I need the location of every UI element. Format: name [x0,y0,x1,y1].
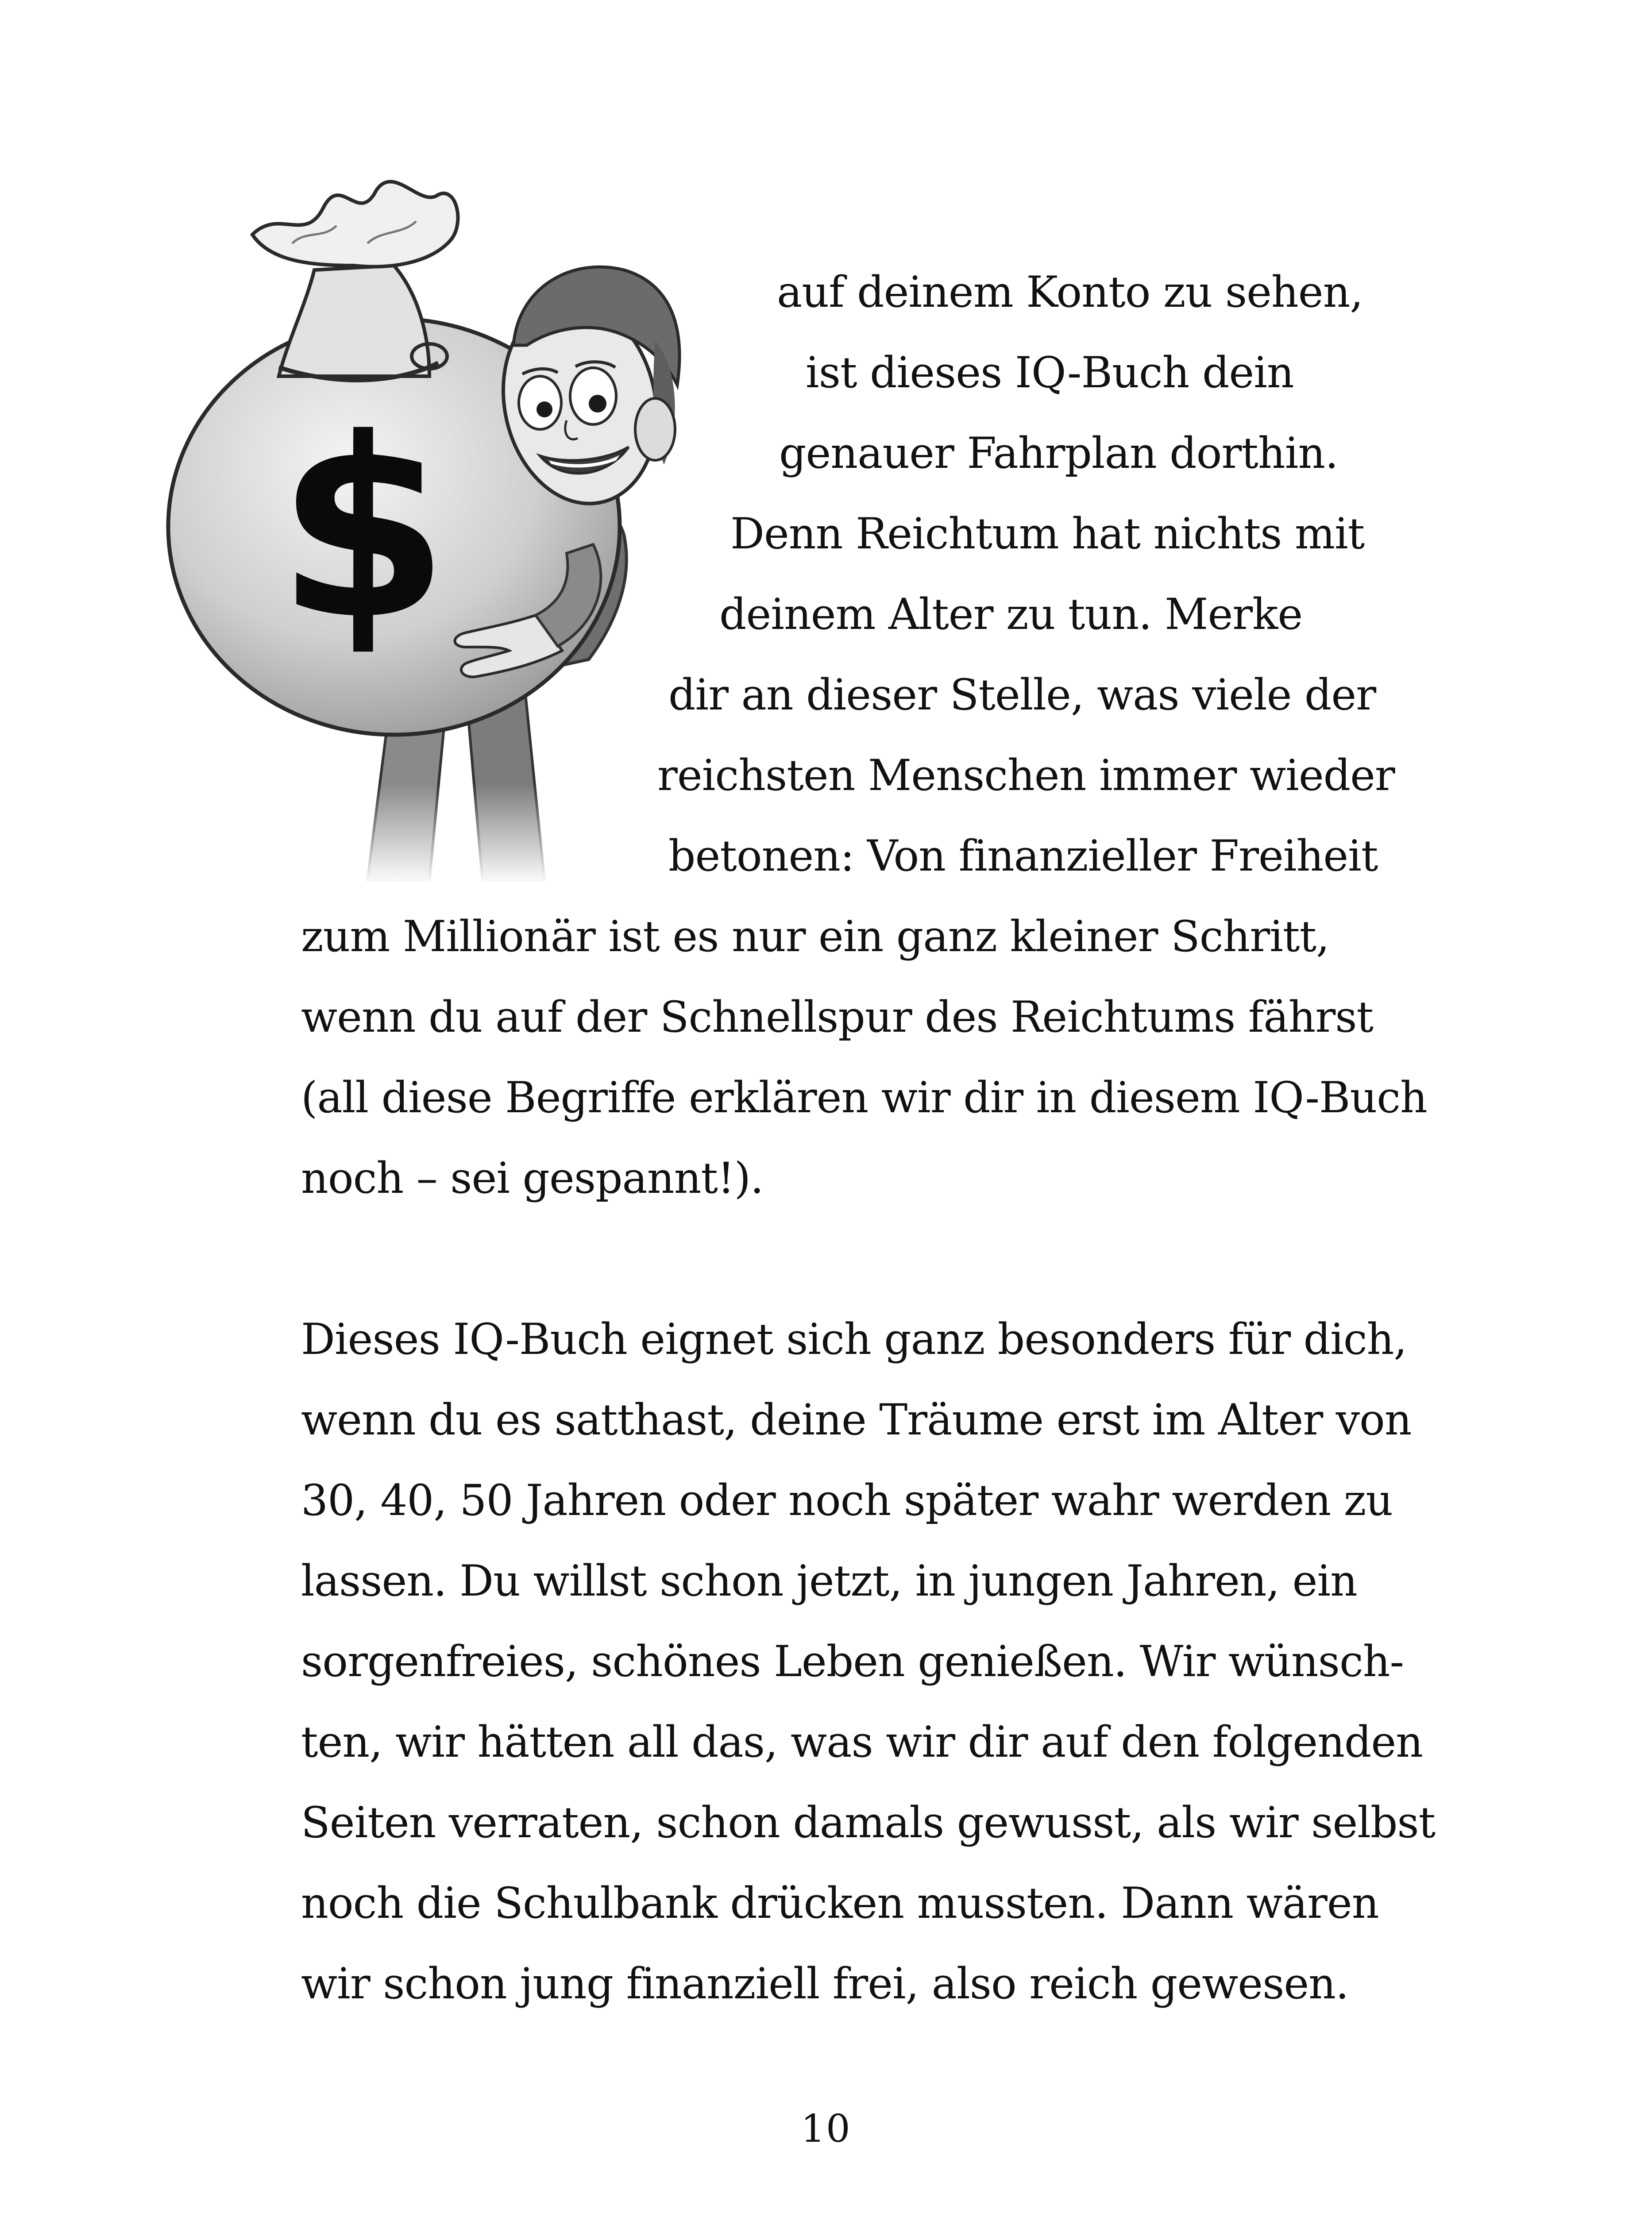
wrapped-line-1: auf deinem Konto zu sehen, [777,267,1363,317]
paragraph1-line-4: noch – sei gespannt!). [301,1153,764,1203]
wrapped-line-5: deinem Alter zu tun. Merke [719,590,1303,639]
page-number: 10 [801,2107,851,2151]
paragraph2-line-5: sorgenfreies, schönes Leben genießen. Wir wünsch- [301,1637,1404,1686]
paragraph2-line-7: Seiten verraten, schon damals gewusst, als wir selbst [301,1798,1436,1847]
wrapped-line-4: Denn Reichtum hat nichts mit [730,509,1365,559]
paragraph2-line-9: wir schon jung finanziell frei, also reich gewesen. [301,1959,1349,2009]
wrapped-line-8: betonen: Von finanzieller Freiheit [668,831,1378,881]
wrapped-line-6: dir an dieser Stelle, was viele der [668,670,1376,720]
paragraph2-line-2: wenn du es satthast, deine Träume erst im Alter von [301,1395,1412,1445]
wrapped-line-3: genauer Fahrplan dorthin. [779,428,1338,478]
paragraph2-line-3: 30, 40, 50 Jahren oder noch später wahr werden zu [301,1476,1393,1525]
paragraph1-line-3: (all diese Begriffe erklären wir dir in diesem IQ-Buch [301,1073,1427,1122]
dollar-sign: $ [277,386,449,674]
paragraph1-line-1: zum Millionär ist es nur ein ganz kleiner Schritt, [301,912,1329,961]
paragraph2-line-1: Dieses IQ-Buch eignet sich ganz besonders für dich, [301,1315,1407,1364]
wrapped-line-7: reichsten Menschen immer wieder [657,751,1395,800]
paragraph1-line-2: wenn du auf der Schnellspur des Reichtums fährst [301,992,1374,1042]
paragraph2-line-6: ten, wir hätten all das, was wir dir auf den folgenden [301,1717,1423,1767]
paragraph2-line-4: lassen. Du willst schon jetzt, in jungen Jahren, ein [301,1556,1357,1606]
paragraph2-line-8: noch die Schulbank drücken mussten. Dann wären [301,1878,1379,1928]
wrapped-line-2: ist dieses IQ-Buch dein [806,348,1294,397]
